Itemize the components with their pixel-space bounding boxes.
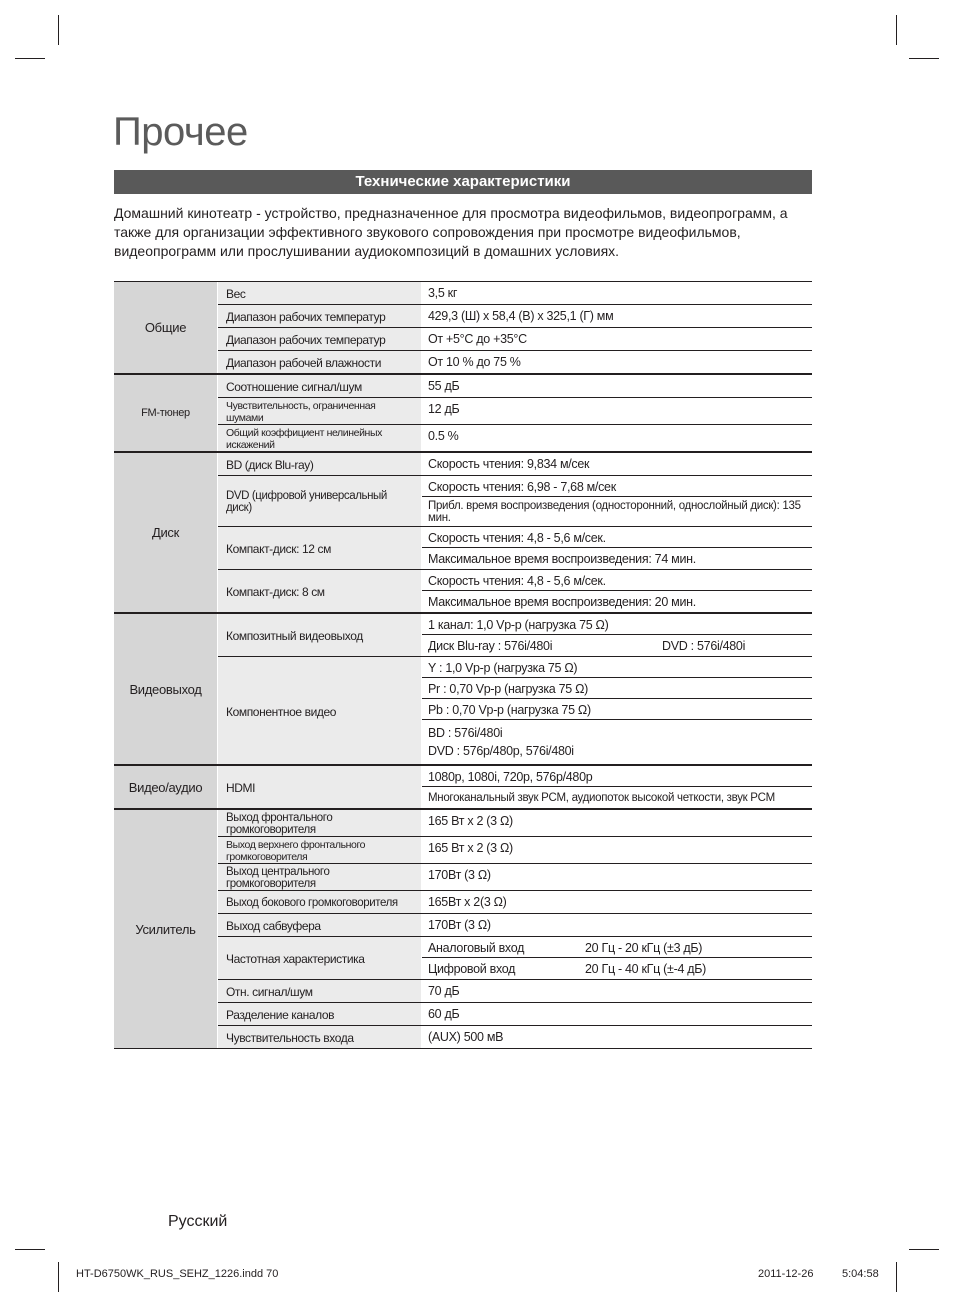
spec-label: Выход сабвуфера [218,914,422,936]
spec-value: От 10 % до 75 % [428,355,521,369]
footer-language: Русский [168,1213,228,1230]
spec-value: 170Вт (3 Ω) [428,868,491,882]
spec-group [114,452,812,613]
spec-values [422,328,812,350]
spec-value: Скорость чтения: 4,8 - 5,6 м/сек. [422,570,812,591]
spec-category: FM-тюнер [114,375,217,451]
spec-rows [218,453,812,612]
spec-label: Чувствительность входа [218,1026,422,1048]
spec-values [422,891,812,913]
spec-values [422,527,812,569]
spec-value-line: DVD : 576p/480p, 576i/480i [428,744,574,758]
spec-value: 60 дБ [428,1007,460,1021]
crop-mark [15,1249,45,1250]
spec-value: 429,3 (Ш) x 58,4 (В) x 325,1 (Г) мм [428,309,614,323]
spec-values [422,1026,812,1048]
spec-values [422,305,812,327]
crop-mark [58,1262,59,1292]
spec-label: Общий коэффициент нелинейных искажений [218,425,422,451]
spec-value [422,937,812,958]
intro-paragraph: Домашний кинотеатр - устройство, предназначенное для просмотра видеофильмов, видеопрограмм, а также для организации эффективного звукового сопровождения при просмотре видеофильмов, видеопрограмм или прослушивании аудиокомпозиций в домашних условиях. [114,205,788,259]
spec-value: 1 канал: 1,0 Vp-p (нагрузка 75 Ω) [422,614,812,635]
spec-value [422,958,812,979]
footer-date: 2011-12-26 [758,1268,814,1280]
spec-values [422,425,812,451]
spec-value-line: BD : 576i/480i [428,726,503,740]
spec-rows [218,282,812,373]
spec-value: Pb : 0,70 Vp-p (нагрузка 75 Ω) [422,699,812,720]
spec-label: Компонентное видео [218,657,422,764]
spec-rows [218,614,812,764]
spec-item [218,914,812,937]
spec-values [422,351,812,373]
spec-value: 170Вт (3 Ω) [428,918,491,932]
spec-rows [218,766,812,808]
crop-mark [909,1249,939,1250]
spec-values [422,570,812,612]
spec-label: Композитный видеовыход [218,614,422,656]
spec-label: DVD (цифровой универсальный диск) [218,476,422,526]
spec-label: Соотношение сигнал/шум [218,375,422,397]
spec-item [218,527,812,570]
spec-values [422,864,812,890]
spec-values [422,980,812,1002]
spec-label: Диапазон рабочих температур [218,305,422,327]
spec-label: Разделение каналов [218,1003,422,1025]
spec-item [218,328,812,351]
spec-value: Скорость чтения: 6,98 - 7,68 м/сек [422,476,812,497]
crop-mark [909,58,939,59]
spec-item [218,1003,812,1026]
spec-item [218,305,812,328]
spec-item [218,375,812,398]
spec-item [218,570,812,612]
spec-category: Диск [114,453,217,612]
spec-values [422,837,812,863]
spec-label: Компакт-диск: 12 см [218,527,422,569]
spec-value: Pr : 0,70 Vp-p (нагрузка 75 Ω) [422,678,812,699]
spec-group [114,374,812,452]
spec-value: Максимальное время воспроизведения: 20 мин. [428,595,696,609]
spec-item [218,891,812,914]
spec-value: Скорость чтения: 4,8 - 5,6 м/сек. [422,527,812,548]
spec-group [114,613,812,765]
spec-value: Многоканальный звук PCM, аудиопоток высокой четкости, звук PCM [428,792,775,804]
spec-group [114,809,812,1049]
spec-value: 55 дБ [428,379,460,393]
crop-mark [15,58,45,59]
spec-table [114,281,812,1049]
crop-mark [58,15,59,45]
spec-label: Частотная характеристика [218,937,422,979]
crop-mark [896,15,897,45]
spec-label: Вес [218,282,422,304]
spec-value: Прибл. время воспроизведения (односторонний, однослойный диск): 135 мин. [428,500,801,524]
spec-label: Диапазон рабочей влажности [218,351,422,373]
spec-item [218,614,812,657]
spec-label: Выход центрального громкоговорителя [218,864,422,890]
spec-item [218,453,812,476]
spec-item [218,1026,812,1048]
spec-item [218,476,812,527]
spec-label: HDMI [218,766,422,808]
spec-values [422,766,812,808]
spec-item [218,282,812,305]
spec-values [422,937,812,979]
spec-value: 1080p, 1080i, 720p, 576p/480p [422,766,812,787]
spec-values [422,453,812,475]
spec-values [422,476,812,526]
spec-category: Усилитель [114,810,217,1048]
spec-values [422,914,812,936]
spec-values [422,282,812,304]
spec-label: Выход фронтального громкоговорителя [218,810,422,836]
spec-category: Видео/аудио [114,766,217,808]
spec-item [218,398,812,425]
spec-label: Компакт-диск: 8 см [218,570,422,612]
page-title: Прочее [113,110,248,154]
spec-value-part: 20 Гц - 20 кГц (±3 дБ) [585,940,703,955]
spec-value-part: Цифровой вход [428,962,516,976]
spec-value: Максимальное время воспроизведения: 74 мин. [428,552,696,566]
spec-value: Y : 1,0 Vp-p (нагрузка 75 Ω) [422,657,812,678]
spec-value: 0.5 % [428,429,459,443]
spec-value [422,635,812,656]
spec-item [218,351,812,373]
spec-value: 165Вт x 2(3 Ω) [428,895,507,909]
spec-label: Чувствительность, ограниченная шумами [218,398,422,424]
spec-label: Выход бокового громкоговорителя [218,891,422,913]
section-heading: Технические характеристики [114,170,812,194]
footer-filename: HT-D6750WK_RUS_SEHZ_1226.indd 70 [76,1268,279,1280]
spec-values [422,398,812,424]
footer-time: 5:04:58 [842,1268,879,1280]
spec-value: (AUX) 500 мВ [428,1030,504,1044]
spec-category: Общие [114,282,217,373]
spec-label: BD (диск Blu-ray) [218,453,422,475]
spec-value: Скорость чтения: 9,834 м/сек [428,457,590,471]
spec-value-pair [428,962,806,976]
spec-value: 12 дБ [428,402,460,416]
spec-values [422,375,812,397]
spec-category: Видеовыход [114,614,217,764]
spec-label: Отн. сигнал/шум [218,980,422,1002]
spec-values [422,657,812,764]
spec-label: Диапазон рабочих температур [218,328,422,350]
spec-value: 165 Вт x 2 (3 Ω) [428,814,513,828]
spec-value-pair [428,941,806,955]
spec-item [218,766,812,808]
spec-values [422,1003,812,1025]
spec-value: 3,5 кг [428,286,458,300]
spec-item [218,864,812,891]
spec-value-pair [428,639,806,653]
spec-item [218,657,812,764]
spec-value-part: 20 Гц - 40 кГц (±-4 дБ) [585,962,707,976]
spec-item [218,937,812,980]
spec-item [218,837,812,864]
spec-values [422,614,812,656]
spec-item [218,810,812,837]
spec-value-multiline [422,720,812,764]
spec-rows [218,375,812,451]
spec-group [114,282,812,374]
spec-item [218,425,812,451]
crop-mark [896,1262,897,1292]
spec-item [218,980,812,1003]
spec-values [422,810,812,836]
spec-rows [218,810,812,1048]
spec-value-part: Диск Blu-ray : 576i/480i [428,639,553,653]
spec-value: 70 дБ [428,984,460,998]
spec-value-part: Аналоговый вход [428,940,525,955]
spec-value: От +5°C до +35°C [428,332,527,346]
spec-value-part: DVD : 576i/480i [662,639,746,653]
spec-group [114,765,812,809]
spec-label: Выход верхнего фронтального громкоговорителя [218,837,422,863]
spec-value: 165 Вт x 2 (3 Ω) [428,841,513,855]
